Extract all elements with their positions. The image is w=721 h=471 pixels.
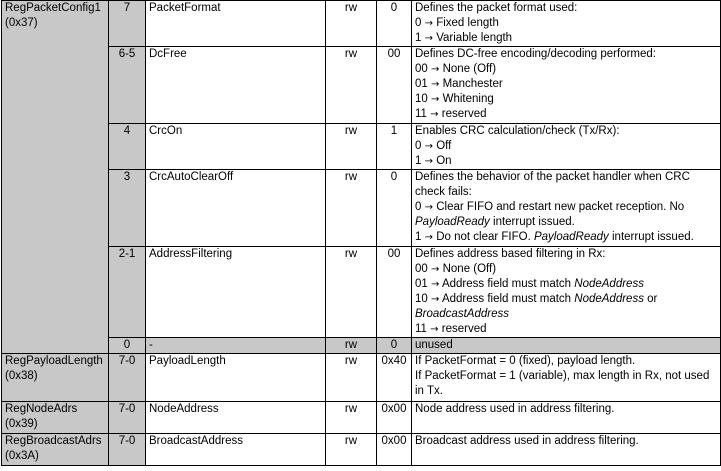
register-address: (0x37): [5, 17, 38, 29]
description-text: Defines address based filtering in Rx:: [415, 248, 606, 260]
access-mode: rw: [326, 402, 377, 434]
arrow-icon: →: [424, 156, 433, 167]
field-name: DcFree: [146, 47, 326, 124]
arrow-icon: →: [431, 79, 440, 90]
arrow-icon: →: [424, 33, 433, 44]
description-text: If PacketFormat = 0 (fixed), payload length.: [415, 355, 636, 367]
table-row: [2, 1, 721, 47]
register-name-cell: [2, 434, 109, 466]
option-line: 1 → Do not clear FIFO. PayloadReady interrupt issued.: [415, 231, 694, 243]
field-description: Broadcast address used in address filtering.: [412, 434, 721, 466]
bits-cell: 7-0: [109, 402, 146, 434]
table-row: [2, 170, 721, 247]
access-mode: rw: [326, 247, 377, 338]
arrow-icon: →: [430, 109, 439, 120]
table-row: [2, 47, 721, 124]
table-row: [2, 402, 721, 434]
bits-cell: 4: [109, 124, 146, 170]
reset-value: 0x00: [377, 434, 412, 466]
option-line: 01 → Manchester: [415, 78, 503, 90]
description-text: Defines the packet format used:: [415, 2, 578, 14]
bits-cell: 7-0: [109, 354, 146, 402]
option-line: 11 → reserved: [415, 108, 487, 120]
table-row: [2, 354, 721, 402]
reset-value: 0: [377, 170, 412, 247]
reset-value: 0: [377, 1, 412, 47]
description-text: If PacketFormat = 1 (variable), max length in Rx, not used in Tx.: [415, 370, 710, 397]
option-line: 00 → None (Off): [415, 263, 497, 275]
field-name: NodeAddress: [146, 402, 326, 434]
arrow-icon: →: [424, 202, 433, 213]
table-row: [2, 434, 721, 466]
reset-value: 0x40: [377, 354, 412, 402]
access-mode: rw: [326, 434, 377, 466]
access-mode: rw: [326, 124, 377, 170]
field-name: CrcAutoClearOff: [146, 170, 326, 247]
field-description: Node address used in address filtering.: [412, 402, 721, 434]
arrow-icon: →: [431, 264, 440, 275]
table-row-unused: [2, 338, 721, 354]
access-mode: rw: [326, 1, 377, 47]
bits-cell: 3: [109, 170, 146, 247]
option-line: 0 → Clear FIFO and restart new packet reception. No PayloadReady interrupt issued.: [415, 201, 685, 228]
arrow-icon: →: [424, 18, 433, 29]
field-description: [412, 1, 721, 47]
reset-value: 00: [377, 47, 412, 124]
arrow-icon: →: [431, 279, 440, 290]
register-address: (0x3A): [5, 450, 39, 462]
register-name: RegBroadcastAdrs: [5, 435, 102, 447]
field-description: [412, 247, 721, 338]
option-line-continued: BroadcastAddress: [415, 308, 509, 320]
option-line: 11 → reserved: [415, 323, 487, 335]
access-mode: rw: [326, 338, 377, 354]
field-name: AddressFiltering: [146, 247, 326, 338]
register-name-cell: [2, 354, 109, 402]
bits-cell: 7: [109, 1, 146, 47]
reset-value: 0: [377, 338, 412, 354]
register-name-cell: [2, 1, 109, 354]
bits-cell: 2-1: [109, 247, 146, 338]
reset-value: 0x00: [377, 402, 412, 434]
option-line: 10 → Address field must match NodeAddress or: [415, 293, 658, 305]
field-description: [412, 170, 721, 247]
register-name: RegPayloadLength: [5, 355, 103, 367]
register-name: RegNodeAdrs: [5, 403, 78, 415]
option-line: 1 → Variable length: [415, 32, 513, 44]
field-description: unused: [412, 338, 721, 354]
register-name-cell: [2, 402, 109, 434]
table-row: [2, 124, 721, 170]
field-name: PayloadLength: [146, 354, 326, 402]
field-name: CrcOn: [146, 124, 326, 170]
reset-value: 00: [377, 247, 412, 338]
register-table: [1, 0, 721, 466]
arrow-icon: →: [431, 294, 440, 305]
option-line: 00 → None (Off): [415, 63, 497, 75]
arrow-icon: →: [424, 141, 433, 152]
field-name: BroadcastAddress: [146, 434, 326, 466]
description-text: Defines the behavior of the packet handler when CRC check fails:: [415, 171, 690, 198]
field-description: [412, 47, 721, 124]
table-row: [2, 247, 721, 338]
access-mode: rw: [326, 47, 377, 124]
access-mode: rw: [326, 170, 377, 247]
description-text: Defines DC-free encoding/decoding performed:: [415, 48, 656, 60]
field-description: [412, 124, 721, 170]
description-text: Enables CRC calculation/check (Tx/Rx):: [415, 125, 620, 137]
option-line: 0 → Off: [415, 140, 452, 152]
reset-value: 1: [377, 124, 412, 170]
field-name: -: [146, 338, 326, 354]
field-description: [412, 354, 721, 402]
arrow-icon: →: [424, 232, 433, 243]
access-mode: rw: [326, 354, 377, 402]
register-address: (0x39): [5, 418, 38, 430]
arrow-icon: →: [430, 324, 439, 335]
option-line: 1 → On: [415, 155, 452, 167]
register-address: (0x38): [5, 370, 38, 382]
field-name: PacketFormat: [146, 1, 326, 47]
bits-cell: 7-0: [109, 434, 146, 466]
arrow-icon: →: [431, 64, 440, 75]
arrow-icon: →: [431, 94, 440, 105]
register-name: RegPacketConfig1: [5, 2, 101, 14]
option-line: 01 → Address field must match NodeAddress: [415, 278, 644, 290]
option-line: 0 → Fixed length: [415, 17, 499, 29]
bits-cell: 0: [109, 338, 146, 354]
bits-cell: 6-5: [109, 47, 146, 124]
option-line: 10 → Whitening: [415, 93, 494, 105]
